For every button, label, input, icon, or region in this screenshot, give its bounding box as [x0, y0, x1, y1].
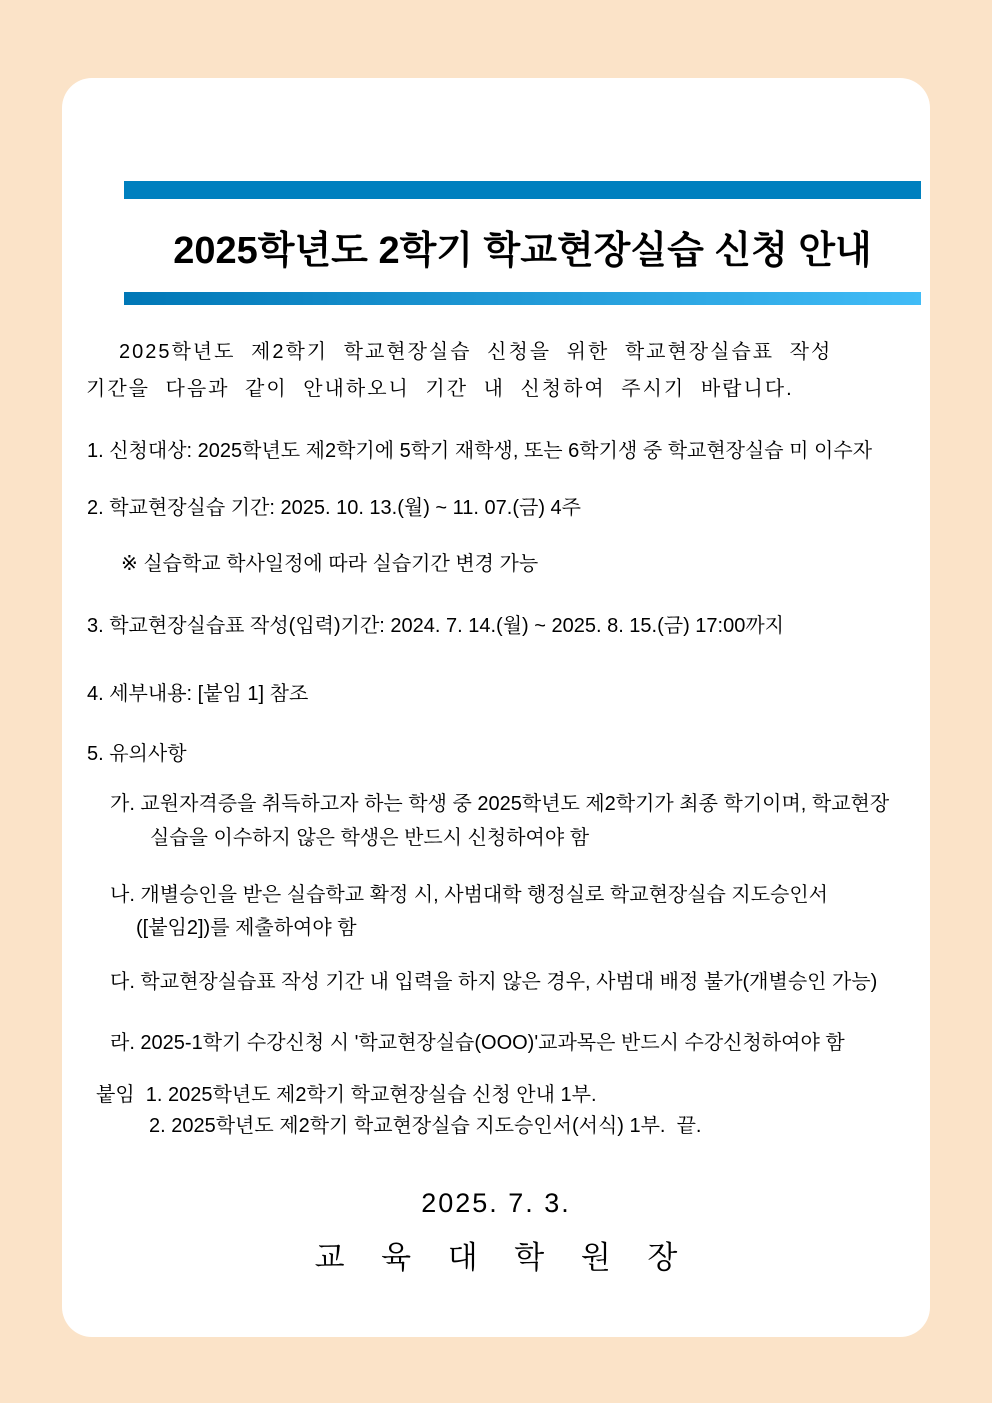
caution-ra-line-1: 라. 2025-1학기 수강신청 시 '학교현장실습(OOO)'교과목은 반드시 수강신청하여야 함 [110, 1032, 845, 1054]
document-signer: 교 육 대 학 원 장 [314, 1240, 692, 1275]
document-title: 2025학년도 2학기 학교현장실습 신청 안내 [173, 230, 872, 272]
title-top-bar [124, 181, 921, 199]
intro-line-1: 2025학년도 제2학기 학교현장실습 신청을 위한 학교현장실습표 작성 [119, 341, 833, 363]
title-block [124, 181, 921, 305]
caution-da-line-1: 다. 학교현장실습표 작성 기간 내 입력을 하지 않은 경우, 사범대 배정 불가(개별승인 가능) [110, 971, 878, 993]
title-bottom-bar [124, 292, 921, 305]
item-5-cautions-heading: 5. 유의사항 [87, 743, 187, 765]
caution-na-line-2: ([붙임2])를 제출하여야 함 [136, 917, 357, 939]
note-schedule-change: ※ 실습학교 학사일정에 따라 실습기간 변경 가능 [121, 553, 539, 575]
document-sheet [62, 78, 930, 1337]
caution-ga-line-2: 실습을 이수하지 않은 학생은 반드시 신청하여야 함 [150, 827, 590, 849]
item-1-target-audience: 1. 신청대상: 2025학년도 제2학기에 5학기 재학생, 또는 6학기생 중 학교현장실습 미 이수자 [87, 440, 873, 462]
caution-na-line-1: 나. 개별승인을 받은 실습학교 확정 시, 사범대학 행정실로 학교현장실습 지도승인서 [110, 884, 829, 906]
document-date: 2025. 7. 3. [421, 1188, 571, 1218]
attachment-line-1: 붙임 1. 2025학년도 제2학기 학교현장실습 신청 안내 1부. [96, 1084, 597, 1106]
attachment-line-2: 2. 2025학년도 제2학기 학교현장실습 지도승인서(서식) 1부. 끝. [149, 1115, 702, 1137]
item-2-practice-period: 2. 학교현장실습 기간: 2025. 10. 13.(월) ~ 11. 07.(금) 4주 [87, 497, 581, 519]
item-4-details: 4. 세부내용: [붙임 1] 참조 [87, 683, 309, 705]
item-3-entry-period: 3. 학교현장실습표 작성(입력)기간: 2024. 7. 14.(월) ~ 2025. 8. 15.(금) 17:00까지 [87, 615, 784, 637]
caution-ga-line-1: 가. 교원자격증을 취득하고자 하는 학생 중 2025학년도 제2학기가 최종 학기이며, 학교현장 [110, 793, 890, 815]
intro-line-2: 기간을 다음과 같이 안내하오니 기간 내 신청하여 주시기 바랍니다. [86, 378, 794, 400]
